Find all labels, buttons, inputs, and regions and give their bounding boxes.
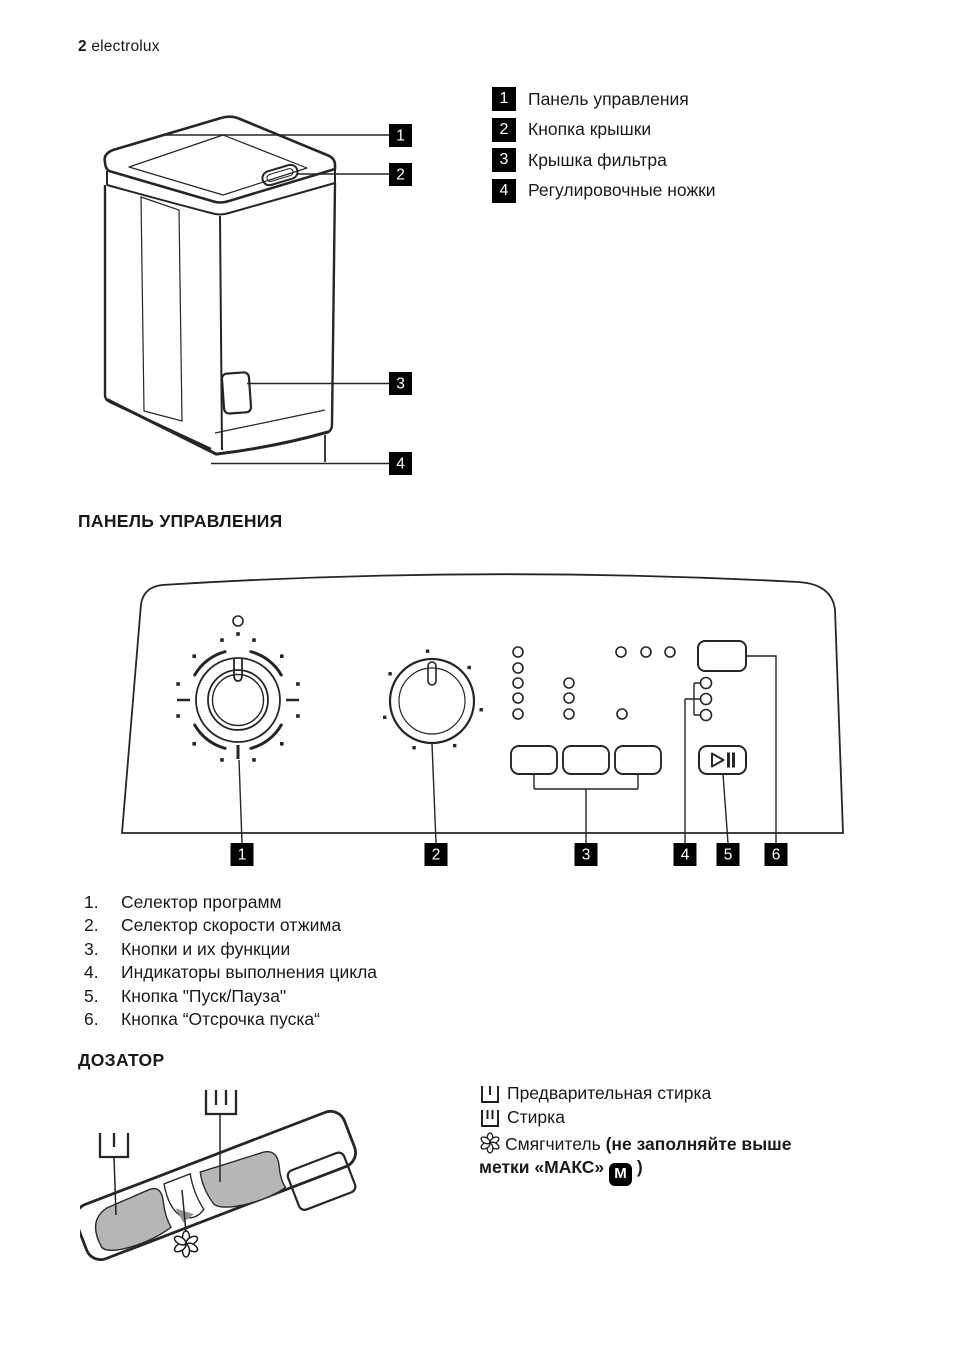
- brand-name: electrolux: [91, 38, 160, 55]
- legend-numbox-1: 1: [492, 87, 516, 111]
- panel-leader-lines: [239, 656, 776, 843]
- machine-legend-row: [492, 118, 716, 142]
- option-leds: [513, 647, 675, 719]
- control-panel-heading: ПАНЕЛЬ УПРАВЛЕНИЯ: [78, 511, 283, 531]
- program-dial-ticks: [176, 638, 299, 761]
- list-item: 3. Кнопки и их функции: [84, 938, 291, 959]
- panel-callout-boxes: [231, 843, 788, 866]
- list-item: 1. Селектор программ: [84, 892, 282, 912]
- panel-callout-2: 2: [431, 846, 441, 864]
- machine-callout-3-num: 3: [396, 375, 405, 393]
- legend-numbox-2: 2: [492, 118, 516, 142]
- machine-legend: [492, 87, 716, 203]
- list-item: 6. Кнопка “Отсрочка пуска“: [84, 1009, 320, 1030]
- delay-start-display: [698, 641, 746, 671]
- page-header: [78, 38, 160, 56]
- softener-warning-line2: метки «МАКС»: [479, 1157, 610, 1178]
- dispenser-legend-row: [479, 1106, 899, 1130]
- softener-warning-end: ): [632, 1157, 643, 1178]
- max-mark-badge: M: [609, 1163, 632, 1186]
- wash-label: Стирка: [507, 1106, 565, 1127]
- control-panel-figure: [110, 560, 850, 872]
- legend-label-1: Панель управления: [528, 88, 689, 109]
- prewash-label: Предварительная стирка: [507, 1083, 712, 1103]
- softener-flower-icon: [173, 1231, 199, 1257]
- panel-callout-3: 3: [581, 846, 591, 864]
- prewash-compartment-icon: [479, 1084, 501, 1105]
- dispenser-heading: ДОЗАТОР: [78, 1050, 165, 1070]
- filter-cover: [222, 372, 252, 414]
- legend-label-2: Кнопка крышки: [528, 119, 652, 139]
- cycle-progress-leds: [701, 678, 712, 721]
- list-item: 2. Селектор скорости отжима: [84, 915, 342, 936]
- spin-dial: [383, 650, 483, 750]
- option-buttons: [511, 746, 661, 774]
- panel-outline: [122, 574, 843, 833]
- softener-flower-icon: [479, 1132, 501, 1154]
- machine-callout-2-num: 2: [396, 166, 405, 184]
- panel-callout-4: 4: [680, 846, 690, 864]
- machine-callout-4-num: 4: [396, 455, 405, 473]
- panel-callout-1: 1: [237, 846, 247, 864]
- dispenser-legend-row-softener: [479, 1130, 899, 1186]
- prewash-compartment-icon: [100, 1133, 128, 1157]
- machine-legend-row: [492, 179, 716, 203]
- list-item: 4. Индикаторы выполнения цикла: [84, 962, 378, 983]
- dispenser-legend: [479, 1082, 899, 1186]
- machine-callout-1-num: 1: [396, 127, 405, 145]
- program-dial: [176, 616, 299, 762]
- dispenser-legend-row: [479, 1082, 899, 1106]
- wash-compartment-icon: [206, 1090, 236, 1114]
- prewash-compartment: [88, 1186, 176, 1257]
- lid-button: [261, 163, 300, 187]
- machine-legend-row: [492, 148, 716, 172]
- list-item: 5. Кнопка "Пуск/Пауза": [84, 985, 287, 1006]
- start-pause-button: [699, 746, 746, 774]
- panel-parts-list: [84, 891, 377, 1031]
- machine-legend-row: [492, 87, 716, 111]
- page-number: 2: [78, 38, 87, 55]
- wash-compartment-icon: [479, 1108, 501, 1129]
- legend-numbox-3: 3: [492, 148, 516, 172]
- legend-label-4: Регулировочные ножки: [528, 180, 716, 200]
- legend-label-3: Крышка фильтра: [528, 149, 667, 170]
- machine-line-art: [105, 117, 335, 462]
- dispenser-figure: [80, 1078, 410, 1293]
- legend-numbox-4: 4: [492, 179, 516, 203]
- panel-callout-6: 6: [771, 846, 781, 864]
- softener-warning-line1: (не заполняйте выше: [605, 1133, 792, 1154]
- machine-callout-boxes: [389, 124, 412, 475]
- washing-machine-figure: [85, 105, 425, 485]
- softener-label: Смягчитель: [505, 1133, 606, 1154]
- dispenser-drawer: [80, 1107, 369, 1288]
- panel-callout-5: 5: [723, 846, 733, 864]
